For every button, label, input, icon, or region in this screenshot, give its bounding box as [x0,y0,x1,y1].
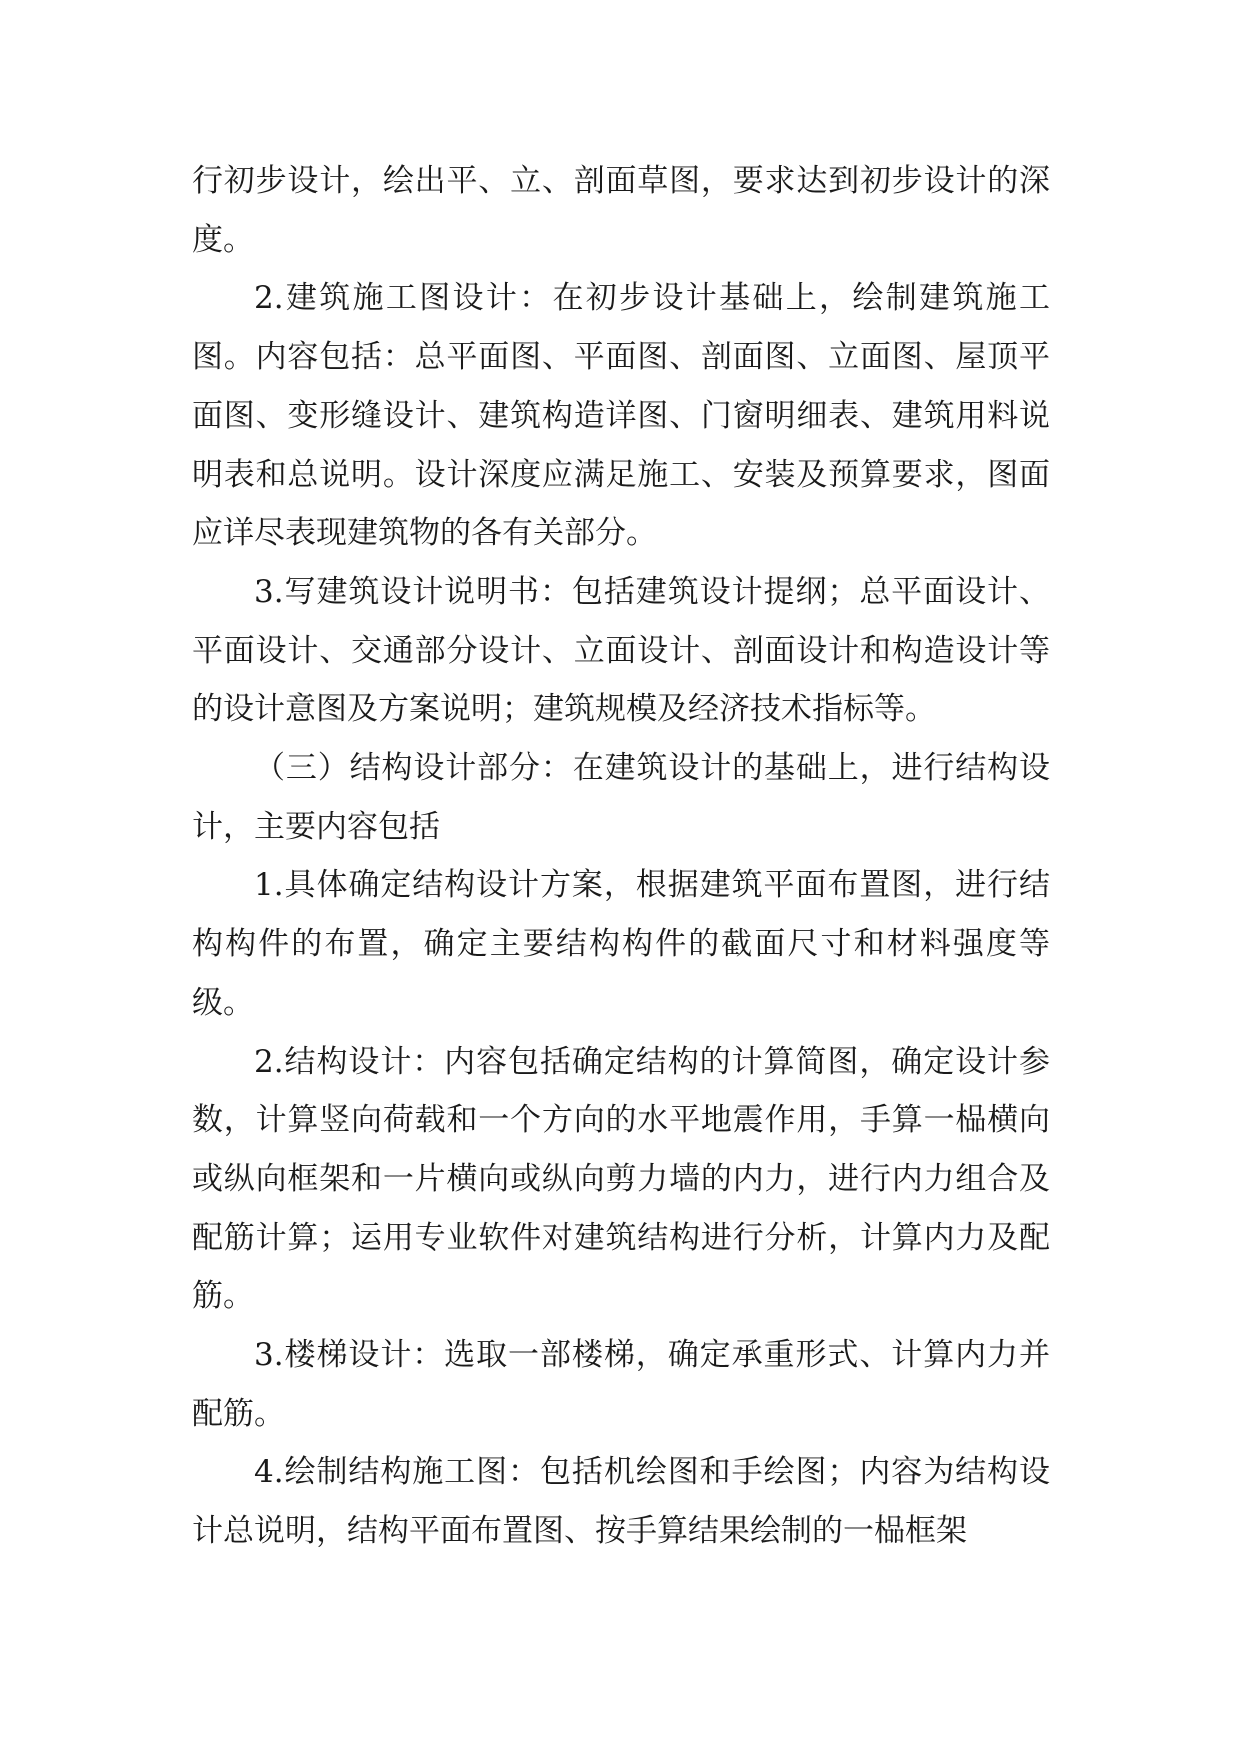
paragraph-3: 3.写建筑设计说明书：包括建筑设计提纲；总平面设计、平面设计、交通部分设计、立面设计、剖面设计和构造设计等的设计意图及方案说明；建筑规模及经济技术指标等。 [192,573,1050,728]
paragraph-7: 3.楼梯设计：选取一部楼梯，确定承重形式、计算内力并配筋。 [192,1337,1050,1432]
paragraph-5: 1.具体确定结构设计方案，根据建筑平面布置图，进行结构构件的布置，确定主要结构构件的截面尺寸和材料强度等级。 [192,867,1050,1021]
document-body [192,152,1050,1561]
paragraph-4: （三）结构设计部分：在建筑设计的基础上，进行结构设计，主要内容包括 [192,750,1050,845]
paragraph-2: 2.建筑施工图设计：在初步设计基础上，绘制建筑施工图。内容包括：总平面图、平面图、剖面图、立面图、屋顶平面图、变形缝设计、建筑构造详图、门窗明细表、建筑用料说明表和总说明。设计深度应满足施工、安装及预算要求，图面应详尽表现建筑物的各有关部分。 [192,280,1050,552]
paragraph-1: 行初步设计，绘出平、立、剖面草图，要求达到初步设计的深度。 [192,163,1050,258]
paragraph-8: 4.绘制结构施工图：包括机绘图和手绘图；内容为结构设计总说明，结构平面布置图、按手算结果绘制的一榀框架 [192,1454,1050,1550]
paragraph-6: 2.结构设计：内容包括确定结构的计算简图，确定设计参数，计算竖向荷载和一个方向的水平地震作用，手算一榀横向或纵向框架和一片横向或纵向剪力墙的内力，进行内力组合及配筋计算；运用专业软件对建筑结构进行分析，计算内力及配筋。 [192,1043,1050,1315]
